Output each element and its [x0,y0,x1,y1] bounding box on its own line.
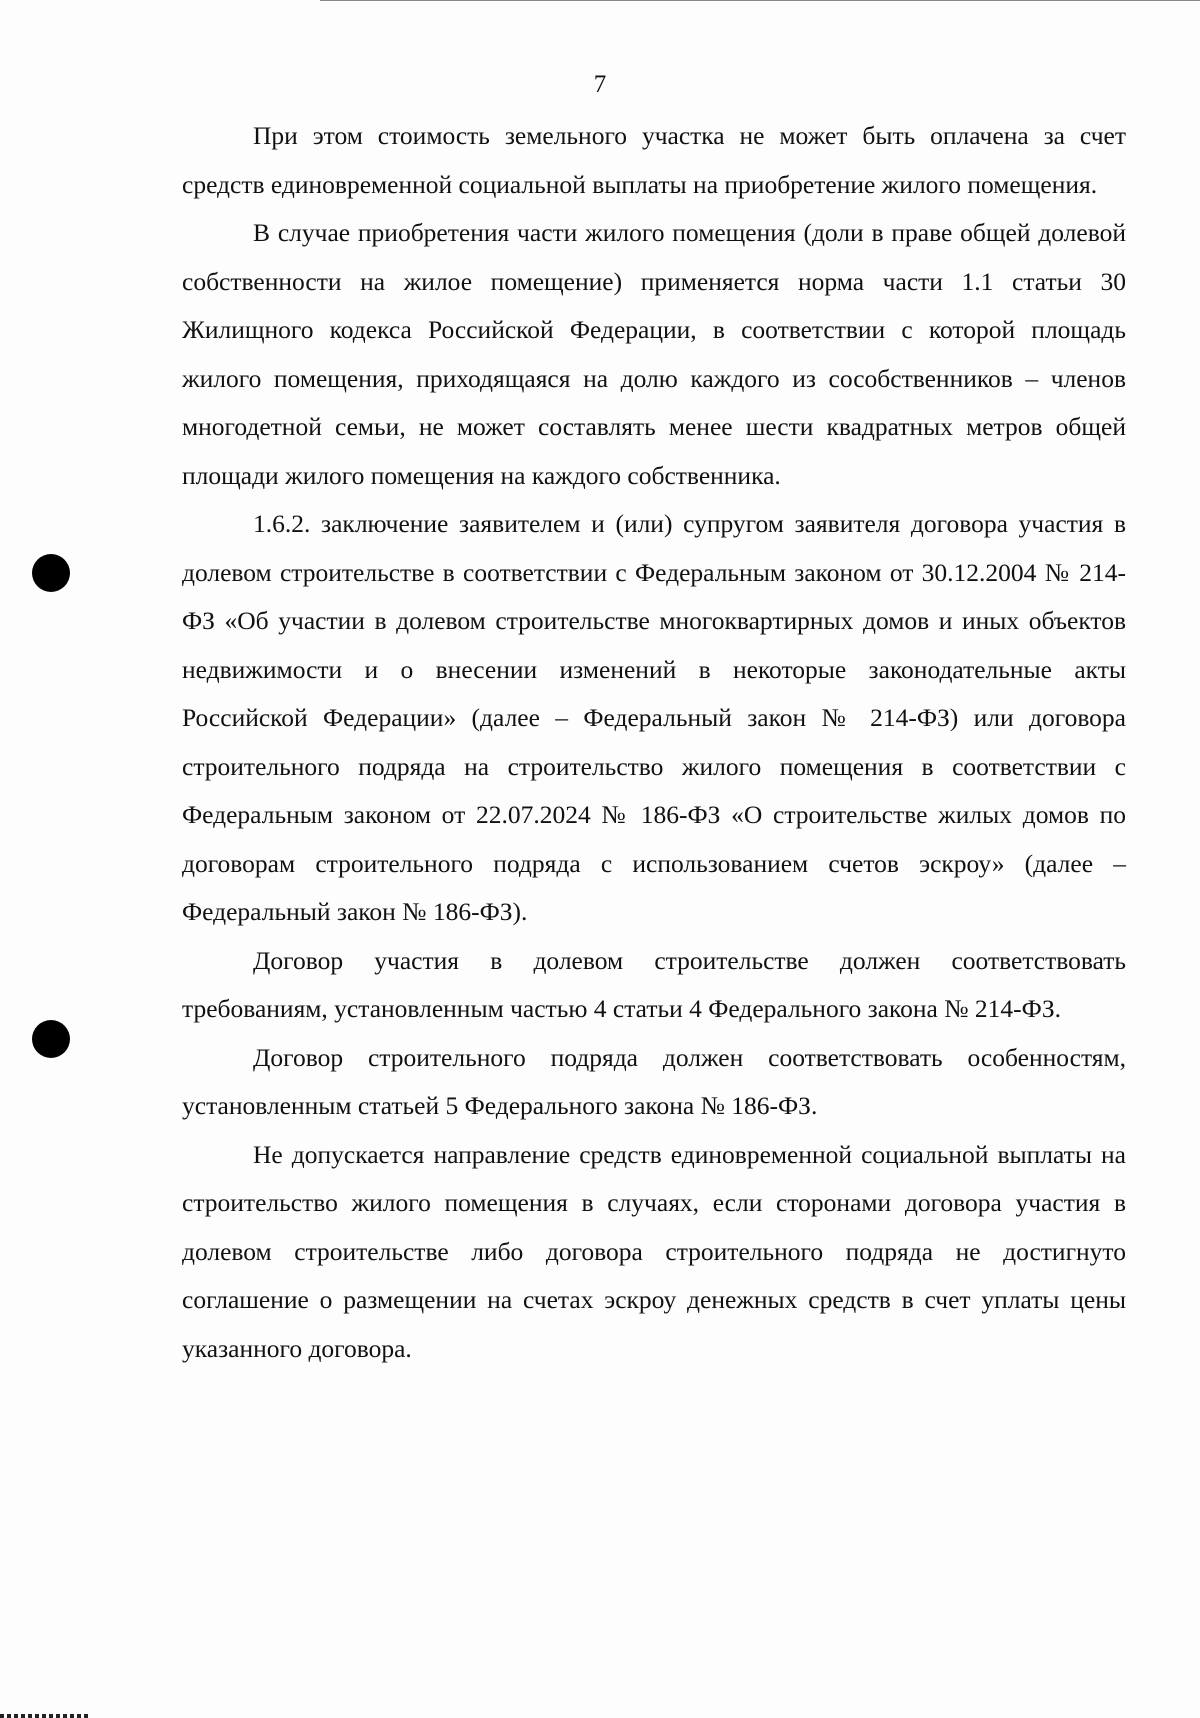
scan-edge-mark [0,1714,90,1718]
paragraph-dds-contract: Договор участия в долевом строительстве должен соответствовать требованиям, установленным частью 4 статьи 4 Федерального закона № 214-ФЗ. [182,945,1126,1023]
scan-edge-line [320,0,1200,1]
paragraph-share-purchase: В случае приобретения части жилого помещения (доли в праве общей долевой собственности на жилое помещение) применяется норма части 1.1 статьи 30 Жилищного кодекса Российской Федерации, в соответствии с которой площадь жилого помещения, приходящаяся на долю каждого из сособственников – членов многодетной семьи, не может составлять менее шести квадратных метров общей площади жилого помещения на каждого собственника. [182,218,1126,490]
punch-hole-mark [32,1020,70,1058]
paragraph-construction-contract: Договор строительного подряда должен соответствовать особенностям, установленным статьей 5 Федерального закона № 186-ФЗ. [182,1042,1126,1120]
paragraph-1-6-2: 1.6.2. заключение заявителем и (или) супругом заявителя договора участия в долевом строительстве в соответствии с Федеральным законом от 30.12.2004 № 214-ФЗ «Об участии в долевом строительстве многоквартирных домов и иных объектов недвижимости и о внесении изменений в некоторые законодательные акты Российской Федерации» (далее – Федеральный закон № 214-ФЗ) или договора строительного подряда на строительство жилого помещения в соответствии с Федеральным законом от 22.07.2024 № 186-ФЗ «О строительстве жилых домов по договорам строительного подряда с использованием счетов эскроу» (далее – Федеральный закон № 186-ФЗ). [182,509,1126,926]
document-body [182,112,1126,1373]
paragraph-escrow-restriction: Не допускается направление средств единовременной социальной выплаты на строительство жилого помещения в случаях, если сторонами договора участия в долевом строительстве либо договора строительного подряда не достигнуто соглашение о размещении на счетах эскроу денежных средств в счет уплаты цены указанного договора. [182,1139,1126,1363]
punch-hole-mark [32,554,70,592]
page-number: 7 [593,71,607,98]
paragraph-land-cost: При этом стоимость земельного участка не может быть оплачена за счет средств единовременной социальной выплаты на приобретение жилого помещения. [182,121,1126,199]
